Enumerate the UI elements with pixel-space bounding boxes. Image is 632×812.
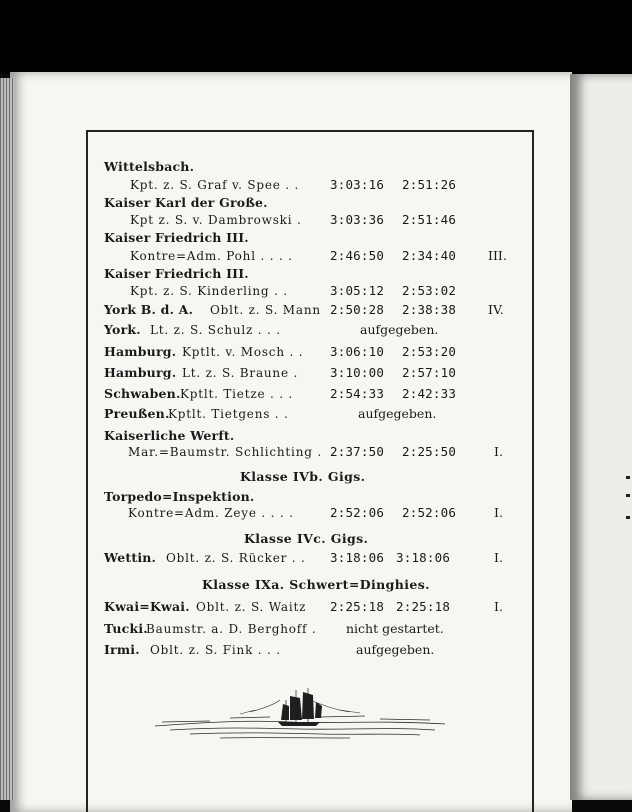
ship-name: Preußen.: [104, 406, 170, 421]
time-corrected: 2:57:10: [402, 365, 457, 380]
officer: Kpt z. S. v. Dambrowski .: [130, 213, 302, 227]
time-corrected: 2:25:18: [396, 599, 451, 614]
placement: IV.: [488, 302, 504, 317]
status-note: aufgegeben.: [356, 642, 435, 657]
status-note: nicht gestartet.: [346, 621, 444, 636]
time-corrected: 2:51:46: [402, 212, 457, 227]
ship-name: Kaiserliche Werft.: [104, 428, 235, 443]
time-corrected: 2:38:38: [402, 302, 457, 317]
ship-name: Tucki.: [104, 621, 148, 636]
time-corrected: 2:25:50: [402, 444, 457, 459]
ship-name: Kaiser Friedrich III.: [104, 266, 249, 281]
ship-name: Irmi.: [104, 642, 140, 657]
officer: Kptlt. v. Mosch . .: [182, 345, 304, 359]
class-heading: Klasse IXa. Schwert=Dinghies.: [202, 577, 430, 592]
time-elapsed: 2:46:50: [330, 248, 385, 263]
time-corrected: 2:42:33: [402, 386, 457, 401]
ship-name: Kaiser Karl der Große.: [104, 195, 268, 210]
ship-name: Wettin.: [104, 550, 157, 565]
placement: III.: [488, 248, 507, 263]
ship-name: Wittelsbach.: [104, 159, 195, 174]
placement: I.: [494, 505, 503, 520]
ship-name: Schwaben.: [104, 386, 181, 401]
time-elapsed: 3:03:16: [330, 177, 385, 192]
officer: Mar.=Baumstr. Schlichting .: [128, 445, 322, 459]
time-corrected: 2:34:40: [402, 248, 457, 263]
placement: I.: [494, 599, 503, 614]
officer: Oblt. z. S. Mann: [210, 303, 321, 317]
officer: Lt. z. S. Braune .: [182, 366, 299, 380]
time-elapsed: 2:52:06: [330, 505, 385, 520]
time-elapsed: 3:06:10: [330, 344, 385, 359]
time-elapsed: 2:37:50: [330, 444, 385, 459]
ship-name: Hamburg.: [104, 344, 177, 359]
time-elapsed: 3:03:36: [330, 212, 385, 227]
time-elapsed: 2:54:33: [330, 386, 385, 401]
status-note: aufgegeben.: [360, 322, 439, 337]
officer: Oblt. z. S. Waitz: [196, 600, 307, 614]
time-corrected: 2:52:06: [402, 505, 457, 520]
time-elapsed: 2:50:28: [330, 302, 385, 317]
time-corrected: 2:53:02: [402, 283, 457, 298]
time-elapsed: 3:18:06: [330, 550, 385, 565]
class-heading: Klasse IVb. Gigs.: [240, 469, 366, 484]
time-elapsed: 2:25:18: [330, 599, 385, 614]
officer: Kontre=Adm. Zeye . . . .: [128, 506, 294, 520]
officer: Kpt. z. S. Kinderling . .: [130, 284, 288, 298]
ship-name: York.: [104, 322, 141, 337]
time-elapsed: 3:05:12: [330, 283, 385, 298]
time-corrected: 2:53:20: [402, 344, 457, 359]
time-corrected: 3:18:06: [396, 550, 451, 565]
placement: I.: [494, 550, 503, 565]
officer: Baumstr. a. D. Berghoff .: [146, 622, 317, 636]
sailing-ship-vignette: [150, 682, 450, 744]
ship-name: York B. d. A.: [104, 302, 194, 317]
ship-name: Kaiser Friedrich III.: [104, 230, 249, 245]
status-note: aufgegeben.: [358, 406, 437, 421]
ship-name: Kwai=Kwai.: [104, 599, 190, 614]
ship-name: Hamburg.: [104, 365, 177, 380]
officer: Kontre=Adm. Pohl . . . .: [130, 249, 293, 263]
time-corrected: 2:51:26: [402, 177, 457, 192]
ship-name: Torpedo=Inspektion.: [104, 489, 255, 504]
officer: Lt. z. S. Schulz . . .: [150, 323, 281, 337]
officer: Oblt. z. S. Rücker . .: [166, 551, 306, 565]
officer: Oblt. z. S. Fink . . .: [150, 643, 281, 657]
officer: Kptlt. Tietgens . .: [168, 407, 289, 421]
class-heading: Klasse IVc. Gigs.: [244, 531, 369, 546]
officer: Kpt. z. S. Graf v. Spee . .: [130, 178, 300, 192]
officer: Kptlt. Tietze . . .: [180, 387, 294, 401]
placement: I.: [494, 444, 503, 459]
time-elapsed: 3:10:00: [330, 365, 385, 380]
